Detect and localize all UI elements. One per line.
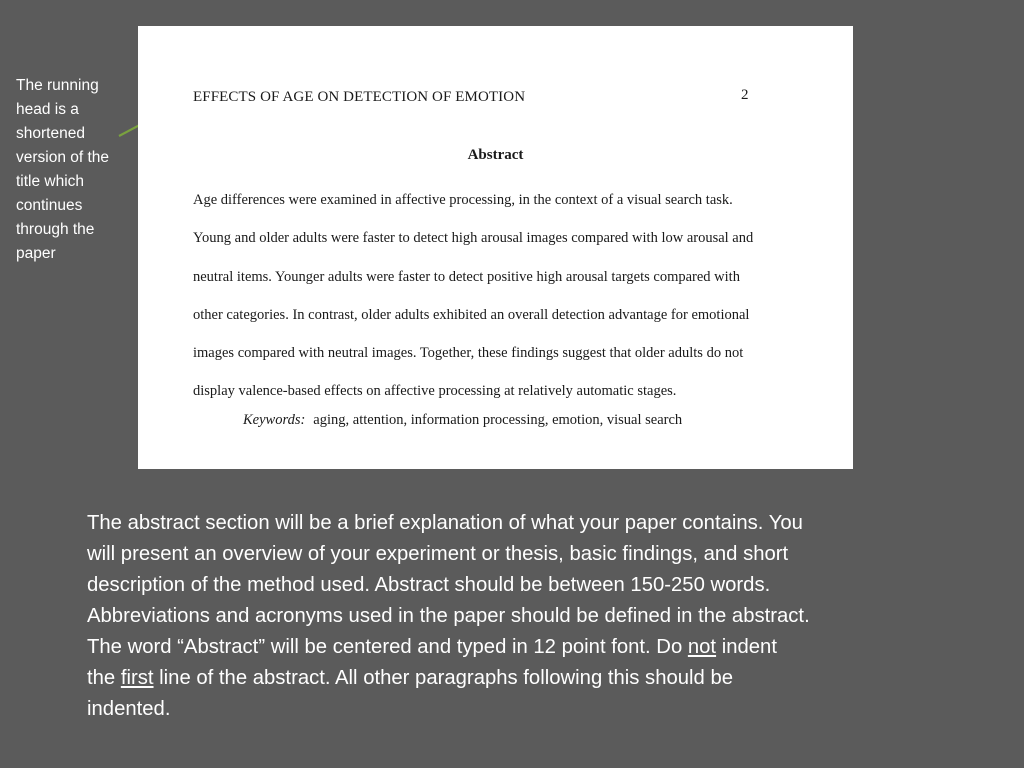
explanation-line <box>87 663 947 694</box>
explanation-line <box>87 632 947 663</box>
callout-line: version of the <box>16 149 110 166</box>
callout-line: title which <box>16 173 85 190</box>
abstract-line: other categories. In contrast, older adults exhibited an overall detection advantage for emotional <box>193 306 750 323</box>
callout-line: continues <box>16 197 83 214</box>
explanation-text-part: The word “Abstract” will be centered and typed in 12 point font. Do <box>87 636 688 658</box>
explanation-line: indented. <box>87 698 171 720</box>
explanation-text-part: line of the abstract. All other paragraphs following this should be <box>153 667 734 689</box>
explanation-text-part: indent <box>716 636 777 658</box>
running-head: EFFECTS OF AGE ON DETECTION OF EMOTION <box>193 89 526 105</box>
explanation-line: Abbreviations and acronyms used in the paper should be defined in the abstract. <box>87 605 810 627</box>
abstract-line: Young and older adults were faster to detect high arousal images compared with low arousal and <box>193 230 754 247</box>
callout-line: The running <box>16 77 99 94</box>
paper-page <box>138 26 853 469</box>
callout-line: shortened <box>16 125 85 142</box>
callout-line: paper <box>16 245 56 262</box>
keywords-line <box>243 412 682 429</box>
abstract-heading: Abstract <box>467 147 524 163</box>
explanation-line: description of the method used. Abstract should be between 150-250 words. <box>87 574 771 596</box>
abstract-line: neutral items. Younger adults were faster to detect positive high arousal targets compared with <box>193 268 740 285</box>
callout-line: through the <box>16 221 95 238</box>
explanation-text-part: the <box>87 667 121 689</box>
emphasis-not: not <box>687 636 717 658</box>
explanation-text <box>87 508 947 725</box>
abstract-body <box>193 181 753 411</box>
page-number: 2 <box>741 87 749 103</box>
abstract-line: Age differences were examined in affective processing, in the context of a visual search task. <box>193 192 733 208</box>
keywords-text: aging, attention, information processing, emotion, visual search <box>313 412 683 428</box>
explanation-line: will present an overview of your experiment or thesis, basic findings, and short <box>87 543 789 565</box>
callout-line: head is a <box>16 101 79 118</box>
abstract-line: images compared with neutral images. Together, these findings suggest that older adults do not <box>193 345 744 362</box>
keywords-label: Keywords: <box>243 412 306 428</box>
abstract-line: display valence-based effects on affective processing at relatively automatic stages. <box>193 383 677 400</box>
explanation-line: The abstract section will be a brief explanation of what your paper contains. You <box>87 512 803 534</box>
emphasis-first: first <box>120 667 154 689</box>
